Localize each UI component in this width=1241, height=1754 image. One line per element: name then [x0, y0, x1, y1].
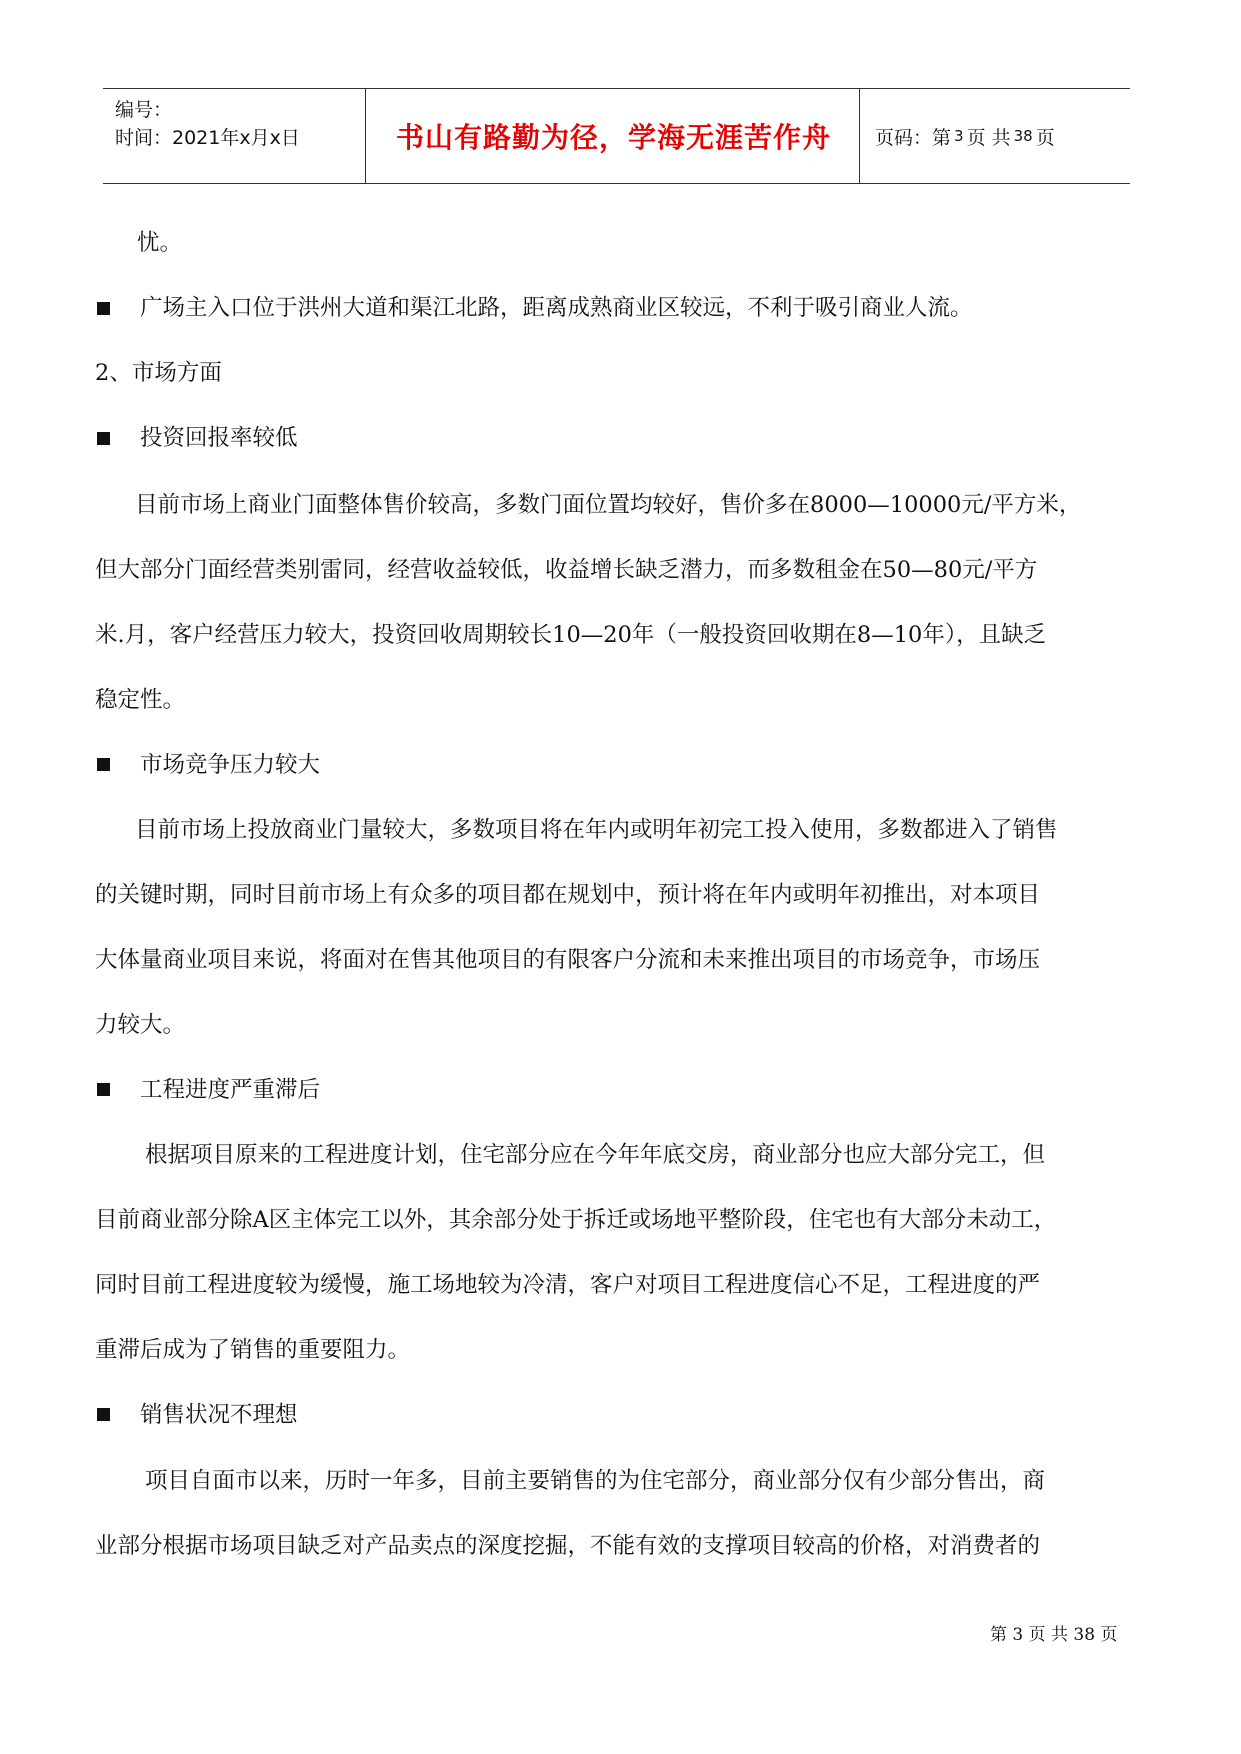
header-meta [115, 89, 365, 183]
header-divider [859, 89, 860, 183]
bullet-square-icon [97, 1408, 110, 1421]
header-divider [365, 89, 366, 183]
paragraph-line: 重滞后成为了销售的重要阻力。 [95, 1337, 411, 1363]
bullet-heading: 销售状况不理想 [140, 1402, 298, 1428]
header-motto: 书山有路勤为径，学海无涯苦作舟 [395, 121, 831, 154]
section-heading: 2、市场方面 [95, 360, 222, 386]
paragraph-line: 目前市场上商业门面整体售价较高，多数门面位置均较好，售价多在8000—10000元/平方米， [135, 492, 1082, 518]
bullet-heading: 市场竞争压力较大 [140, 752, 321, 778]
bullet-square-icon [97, 302, 110, 315]
date-label: 时间：2021年x月x日 [115, 127, 300, 149]
page-total: 38 [1013, 127, 1033, 145]
page-mid: 页 共 [966, 126, 1011, 149]
page-number: 3 [954, 127, 964, 145]
paragraph-line: 根据项目原来的工程进度计划，住宅部分应在今年年底交房，商业部分也应大部分完工，但 [145, 1142, 1046, 1168]
page-prefix: 页码：第 [875, 126, 952, 149]
header-page-info [861, 89, 1144, 183]
bullet-square-icon [97, 1083, 110, 1096]
bullet-heading: 投资回报率较低 [140, 425, 298, 451]
bullet-item: 广场主入口位于洪州大道和渠江北路，距离成熟商业区较远，不利于吸引商业人流。 [140, 295, 973, 321]
paragraph-line: 项目自面市以来，历时一年多，目前主要销售的为住宅部分，商业部分仅有少部分售出，商 [145, 1468, 1046, 1494]
page-suffix: 页 [1035, 126, 1055, 149]
paragraph-line: 力较大。 [95, 1012, 186, 1038]
bullet-square-icon [97, 758, 110, 771]
paragraph-line: 米.月，客户经营压力较大，投资回收周期较长10—20年（一般投资回收期在8—10年），且缺乏 [95, 622, 1047, 648]
paragraph-line: 但大部分门面经营类别雷同，经营收益较低，收益增长缺乏潜力，而多数租金在50—80元/平方 [95, 557, 1038, 583]
paragraph-line: 目前市场上投放商业门量较大，多数项目将在年内或明年初完工投入使用，多数都进入了销售 [135, 817, 1058, 843]
serial-number-label: 编号： [115, 99, 173, 121]
paragraph-line: 同时目前工程进度较为缓慢，施工场地较为冷清，客户对项目工程进度信心不足，工程进度的严 [95, 1272, 1041, 1298]
page-footer: 第 3 页 共 38 页 [990, 1625, 1118, 1645]
document-header [103, 88, 1130, 184]
paragraph-line: 的关键时期，同时目前市场上有众多的项目都在规划中，预计将在年内或明年初推出，对本项目 [95, 882, 1041, 908]
paragraph-line: 目前商业部分除A区主体完工以外，其余部分处于拆迁或场地平整阶段，住宅也有大部分未动工， [95, 1207, 1057, 1233]
bullet-square-icon [97, 432, 110, 445]
paragraph-line: 忧。 [137, 230, 183, 256]
bullet-heading: 工程进度严重滞后 [140, 1077, 321, 1103]
paragraph-line: 业部分根据市场项目缺乏对产品卖点的深度挖掘，不能有效的支撑项目较高的价格，对消费者的 [95, 1533, 1041, 1559]
paragraph-line: 大体量商业项目来说，将面对在售其他项目的有限客户分流和未来推出项目的市场竞争，市场压 [95, 947, 1041, 973]
paragraph-line: 稳定性。 [95, 687, 186, 713]
